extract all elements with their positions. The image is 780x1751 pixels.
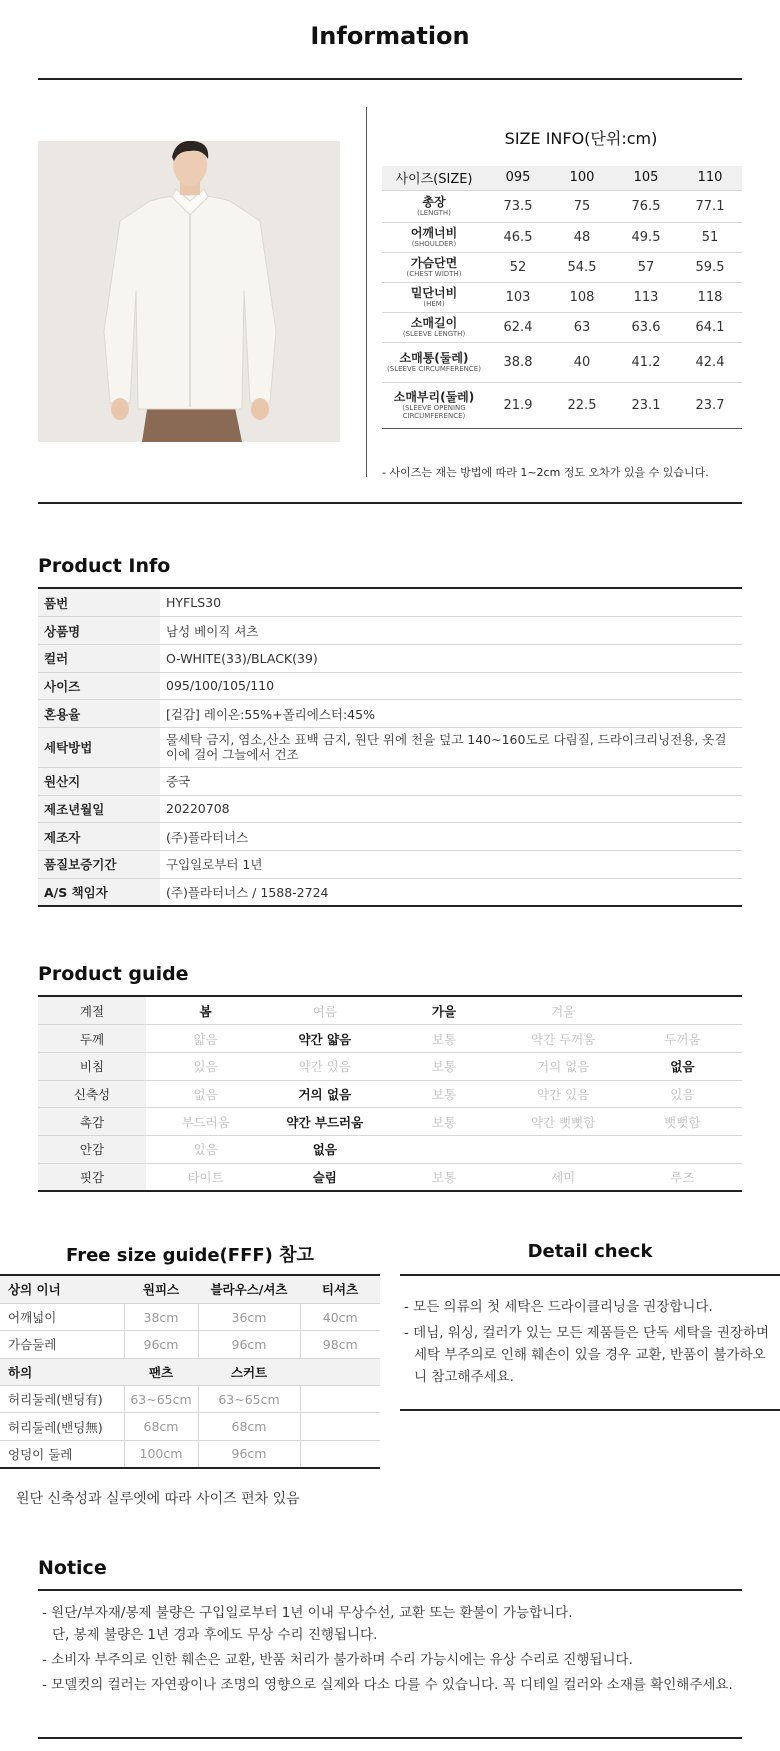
size-value: 57 — [614, 252, 678, 282]
detail-item: - 모든 의류의 첫 세탁은 드라이클리닝을 권장합니다. — [404, 1299, 713, 1315]
free-header-cell: 스커트 — [198, 1358, 300, 1385]
info-row — [38, 851, 742, 879]
guide-option: 보통 — [384, 1052, 503, 1080]
product-guide-title: Product guide — [38, 963, 189, 985]
free-value: 63~65cm — [198, 1386, 300, 1413]
guide-key: 안감 — [38, 1135, 146, 1163]
size-header-cell: 사이즈(SIZE) — [382, 166, 486, 190]
guide-option: 보통 — [384, 1025, 503, 1053]
size-value: 59.5 — [678, 252, 742, 282]
product-guide-table — [38, 997, 742, 1192]
guide-key: 비침 — [38, 1052, 146, 1080]
free-value: 96cm — [198, 1440, 300, 1467]
info-row — [38, 589, 742, 617]
guide-option — [384, 1135, 503, 1163]
guide-option: 있음 — [146, 1052, 265, 1080]
info-key: 제조자 — [38, 823, 160, 851]
size-value: 63 — [550, 312, 614, 342]
size-label: 소매길이 (SLEEVE LENGTH) — [382, 312, 486, 342]
size-header-cell: 095 — [486, 166, 550, 190]
size-row — [382, 382, 742, 428]
size-value: 48 — [550, 222, 614, 252]
size-value: 41.2 — [614, 342, 678, 382]
free-row — [0, 1331, 380, 1358]
free-value: 68cm — [124, 1413, 198, 1440]
notice-list — [38, 1602, 742, 1699]
size-label: 소매통(둘레) (SLEEVE CIRCUMFERENCE) — [382, 342, 486, 382]
guide-option: 루즈 — [623, 1163, 742, 1191]
notice-title: Notice — [38, 1557, 107, 1579]
info-key: 혼용율 — [38, 700, 160, 728]
size-row — [382, 222, 742, 252]
guide-option: 있음 — [146, 1135, 265, 1163]
guide-key: 두께 — [38, 1025, 146, 1053]
size-value: 52 — [486, 252, 550, 282]
info-value: [겉감] 레이온:55%+폴리에스터:45% — [160, 700, 742, 728]
size-row — [382, 190, 742, 222]
notice-item: - 소비자 부주의로 인한 훼손은 교환, 반품 처리가 불가하며 수리 가능시에는 유상 수리로 진행됩니다. — [42, 1652, 633, 1668]
free-key: 엉덩이 둘레 — [0, 1440, 124, 1467]
guide-option: 거의 없음 — [504, 1052, 623, 1080]
guide-option: 없음 — [146, 1080, 265, 1108]
guide-option: 약간 뻣뻣함 — [504, 1108, 623, 1136]
info-value: O-WHITE(33)/BLACK(39) — [160, 644, 742, 672]
detail-check-list — [400, 1296, 772, 1392]
guide-option — [623, 1135, 742, 1163]
size-info-title: SIZE INFO(단위:cm) — [504, 129, 658, 148]
size-value: 22.5 — [550, 382, 614, 428]
free-value: 100cm — [124, 1440, 198, 1467]
info-value: 구입일로부터 1년 — [160, 851, 742, 879]
size-label: 소매부리(둘레) (SLEEVE OPENING CIRCUMFERENCE) — [382, 382, 486, 428]
info-value: 095/100/105/110 — [160, 672, 742, 700]
free-row — [0, 1386, 380, 1413]
free-size-note: 원단 신축성과 실루엣에 따라 사이즈 편차 있음 — [16, 1491, 300, 1507]
info-row — [38, 795, 742, 823]
size-value: 21.9 — [486, 382, 550, 428]
free-header-cell — [300, 1358, 380, 1385]
guide-option: 약간 있음 — [265, 1052, 384, 1080]
guide-row — [38, 997, 742, 1025]
guide-row — [38, 1080, 742, 1108]
free-header-cell: 하의 — [0, 1358, 124, 1385]
info-row — [38, 700, 742, 728]
info-value: 중국 — [160, 767, 742, 795]
free-header-cell: 원피스 — [124, 1276, 198, 1303]
guide-option: 약간 있음 — [504, 1080, 623, 1108]
free-value: 38cm — [124, 1303, 198, 1330]
free-row — [0, 1440, 380, 1467]
free-row — [0, 1303, 380, 1330]
free-key: 가슴둘레 — [0, 1331, 124, 1358]
product-info-title: Product Info — [38, 555, 171, 577]
free-value — [300, 1413, 380, 1440]
guide-key: 핏감 — [38, 1163, 146, 1191]
info-row — [38, 878, 742, 906]
free-key: 허리둘레(밴딩有) — [0, 1386, 124, 1413]
free-value: 40cm — [300, 1303, 380, 1330]
info-row — [38, 617, 742, 645]
free-header-cell: 상의 이너 — [0, 1276, 124, 1303]
info-key: 품질보증기간 — [38, 851, 160, 879]
divider — [400, 1409, 780, 1411]
free-value — [300, 1440, 380, 1467]
guide-row — [38, 1025, 742, 1053]
guide-option: 봄 — [146, 997, 265, 1025]
size-header-cell: 105 — [614, 166, 678, 190]
info-key: 제조년월일 — [38, 795, 160, 823]
free-value — [300, 1386, 380, 1413]
info-key: 사이즈 — [38, 672, 160, 700]
guide-option: 슬림 — [265, 1163, 384, 1191]
size-row — [382, 312, 742, 342]
guide-key: 계절 — [38, 997, 146, 1025]
size-label: 밑단너비 (HEM) — [382, 282, 486, 312]
size-note: - 사이즈는 재는 방법에 따라 1~2cm 정도 오차가 있을 수 있습니다. — [382, 466, 709, 479]
size-value: 23.7 — [678, 382, 742, 428]
guide-option: 두꺼움 — [623, 1025, 742, 1053]
size-value: 76.5 — [614, 190, 678, 222]
info-value: (주)플라터너스 — [160, 823, 742, 851]
size-value: 46.5 — [486, 222, 550, 252]
guide-row — [38, 1108, 742, 1136]
guide-option: 없음 — [265, 1135, 384, 1163]
model-photo — [38, 141, 340, 442]
free-header-cell: 블라우스/셔츠 — [198, 1276, 300, 1303]
info-value: 남성 베이직 셔츠 — [160, 617, 742, 645]
size-value: 38.8 — [486, 342, 550, 382]
size-value: 42.4 — [678, 342, 742, 382]
guide-option — [623, 997, 742, 1025]
guide-option: 여름 — [265, 997, 384, 1025]
info-key: 컬러 — [38, 644, 160, 672]
guide-option: 약간 두꺼움 — [504, 1025, 623, 1053]
free-row — [0, 1413, 380, 1440]
size-label: 가슴단면 (CHEST WIDTH) — [382, 252, 486, 282]
guide-option: 보통 — [384, 1163, 503, 1191]
size-value: 54.5 — [550, 252, 614, 282]
divider — [38, 502, 742, 504]
free-value: 96cm — [124, 1331, 198, 1358]
info-key: 원산지 — [38, 767, 160, 795]
free-header-cell: 티셔츠 — [300, 1276, 380, 1303]
size-row — [382, 342, 742, 382]
size-value: 73.5 — [486, 190, 550, 222]
size-value: 103 — [486, 282, 550, 312]
guide-key: 신축성 — [38, 1080, 146, 1108]
guide-option: 없음 — [623, 1052, 742, 1080]
guide-option: 얇음 — [146, 1025, 265, 1053]
info-key: 세탁방법 — [38, 727, 160, 767]
size-value: 108 — [550, 282, 614, 312]
guide-option: 겨울 — [504, 997, 623, 1025]
guide-key: 촉감 — [38, 1108, 146, 1136]
free-header-cell: 팬츠 — [124, 1358, 198, 1385]
guide-option: 거의 없음 — [265, 1080, 384, 1108]
divider — [400, 1274, 780, 1276]
info-key: 품번 — [38, 589, 160, 617]
detail-item: - 데님, 워싱, 컬러가 있는 모든 제품들은 단독 세탁을 권장하며 세탁 부주의로 인해 훼손이 있을 경우 교환, 반품이 불가하오니 참고해주세요. — [404, 1325, 770, 1385]
notice-item: - 원단/부자재/봉제 불량은 구입일로부터 1년 이내 무상수선, 교환 또는 환불이 가능합니다. 단, 봉제 불량은 1년 경과 후에도 무상 수리 진행됩니다. — [42, 1605, 573, 1643]
guide-option: 가을 — [384, 997, 503, 1025]
notice-item: - 모델컷의 컬러는 자연광이나 조명의 영향으로 실제와 다소 다를 수 있습니다. 꼭 디테일 컬러와 소재를 확인해주세요. — [42, 1677, 733, 1693]
guide-row — [38, 1163, 742, 1191]
information-title: Information — [310, 22, 470, 50]
free-value: 98cm — [300, 1331, 380, 1358]
product-info-table — [38, 589, 742, 907]
free-value: 96cm — [198, 1331, 300, 1358]
size-table — [382, 166, 742, 429]
guide-option: 있음 — [623, 1080, 742, 1108]
info-row — [38, 767, 742, 795]
guide-option: 약간 부드러움 — [265, 1108, 384, 1136]
free-key: 허리둘레(밴딩無) — [0, 1413, 124, 1440]
info-value: 20220708 — [160, 795, 742, 823]
size-label: 어깨너비 (SHOULDER) — [382, 222, 486, 252]
size-label: 총장 (LENGTH) — [382, 190, 486, 222]
divider — [38, 1737, 742, 1739]
guide-option — [504, 1135, 623, 1163]
free-value: 63~65cm — [124, 1386, 198, 1413]
free-size-table — [0, 1276, 380, 1469]
guide-option: 약간 얇음 — [265, 1025, 384, 1053]
guide-option: 타이트 — [146, 1163, 265, 1191]
size-value: 118 — [678, 282, 742, 312]
free-value: 68cm — [198, 1413, 300, 1440]
size-header-row — [382, 166, 742, 190]
guide-option: 보통 — [384, 1108, 503, 1136]
size-row — [382, 282, 742, 312]
vertical-divider — [366, 107, 367, 477]
detail-check-title: Detail check — [527, 1241, 653, 1262]
size-value: 40 — [550, 342, 614, 382]
free-header-row — [0, 1276, 380, 1303]
size-header-cell: 110 — [678, 166, 742, 190]
guide-option: 부드러움 — [146, 1108, 265, 1136]
info-key: A/S 책임자 — [38, 878, 160, 906]
size-header-cell: 100 — [550, 166, 614, 190]
free-size-title: Free size guide(FFF) 참고 — [66, 1245, 314, 1266]
size-value: 77.1 — [678, 190, 742, 222]
info-row — [38, 644, 742, 672]
size-row — [382, 252, 742, 282]
info-value: 물세탁 금지, 염소,산소 표백 금지, 원단 위에 천을 덮고 140~160도로 다림질, 드라이크리닝전용, 옷걸이에 걸어 그늘에서 건조 — [160, 727, 742, 767]
info-row — [38, 727, 742, 767]
guide-option: 보통 — [384, 1080, 503, 1108]
size-value: 63.6 — [614, 312, 678, 342]
size-value: 113 — [614, 282, 678, 312]
size-value: 75 — [550, 190, 614, 222]
size-value: 23.1 — [614, 382, 678, 428]
info-value: (주)플라터너스 / 1588-2724 — [160, 878, 742, 906]
guide-option: 뻣뻣함 — [623, 1108, 742, 1136]
info-value: HYFLS30 — [160, 589, 742, 617]
info-key: 상품명 — [38, 617, 160, 645]
divider — [38, 78, 742, 80]
guide-row — [38, 1052, 742, 1080]
size-value: 62.4 — [486, 312, 550, 342]
info-row — [38, 672, 742, 700]
guide-row — [38, 1135, 742, 1163]
info-row — [38, 823, 742, 851]
free-header-row — [0, 1358, 380, 1385]
size-value: 49.5 — [614, 222, 678, 252]
divider — [38, 1589, 742, 1591]
size-value: 64.1 — [678, 312, 742, 342]
free-value: 36cm — [198, 1303, 300, 1330]
size-value: 51 — [678, 222, 742, 252]
guide-option: 세미 — [504, 1163, 623, 1191]
free-key: 어깨넓이 — [0, 1303, 124, 1330]
